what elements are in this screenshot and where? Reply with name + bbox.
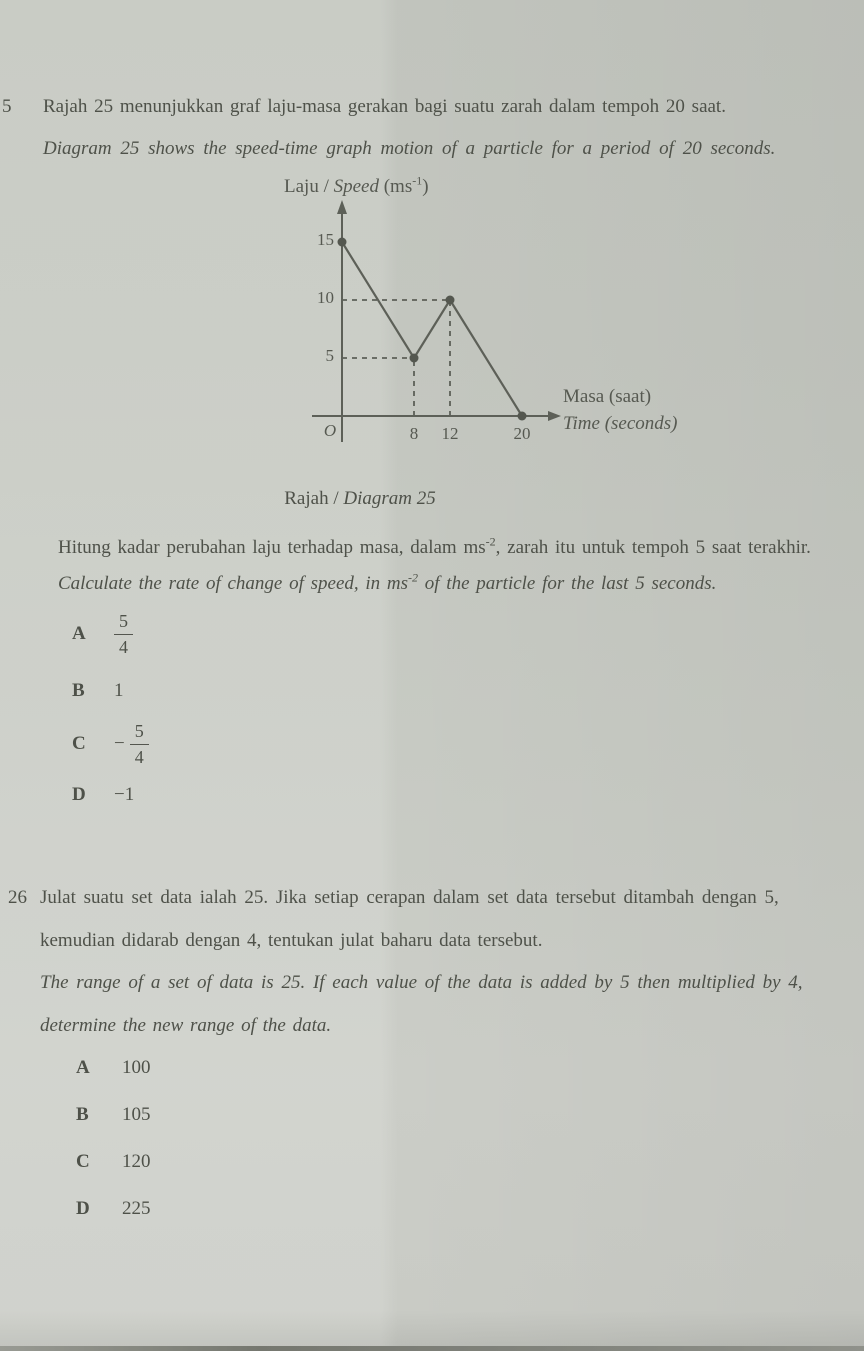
option-value: 1 <box>114 680 124 701</box>
x-tick-label: 20 <box>513 424 531 443</box>
option-letter: C <box>76 1151 90 1172</box>
option-value-fraction <box>114 611 133 657</box>
superscript: -2 <box>485 534 496 549</box>
option-value: 105 <box>122 1104 151 1125</box>
option-letter: D <box>72 784 86 805</box>
option-value: −1 <box>114 784 135 805</box>
option-letter: B <box>72 680 85 701</box>
q26-number: 26 <box>8 887 27 908</box>
q25-option-b <box>72 680 124 702</box>
y-tick-label: 15 <box>317 230 334 249</box>
y-axis-unit-close: ) <box>422 176 429 197</box>
q25-option-c <box>72 718 149 770</box>
q26-option-c <box>76 1151 151 1173</box>
chart-x-axis-label-malay: Masa (saat) <box>563 386 652 407</box>
q25-text-malay: Rajah 25 menunjukkan graf laju-masa gerakan bagi suatu zarah dalam tempoh 20 saat. <box>43 96 726 117</box>
superscript: -2 <box>408 570 419 585</box>
option-letter: C <box>72 733 86 754</box>
q26-text-english-line1: The range of a set of data is 25. If each value of the data is added by 5 then multiplied by 4, <box>40 972 803 993</box>
prompt-en-a: Calculate the rate of change of speed, in ms <box>58 573 409 594</box>
q25-prompt-english <box>58 572 716 596</box>
q25-option-d <box>72 784 134 806</box>
option-value-fraction <box>130 721 149 767</box>
chart-y-axis-title <box>284 173 429 198</box>
q25-text-english: Diagram 25 shows the speed-time graph motion of a particle for a period of 20 seconds. <box>43 138 776 159</box>
q25-number: 5 <box>2 96 12 117</box>
photo-bottom-edge <box>0 1346 864 1351</box>
option-value: 120 <box>122 1151 151 1172</box>
fraction-numerator: 5 <box>130 721 149 745</box>
origin-label: O <box>323 421 337 440</box>
prompt-en-b: of the particle for the last 5 seconds. <box>418 573 717 594</box>
prompt-ms-a: Hitung kadar perubahan laju terhadap masa, dalam ms <box>58 537 486 558</box>
q26-text-malay-line1: Julat suatu set data ialah 25. Jika setiap cerapan dalam set data tersebut ditambah dengan 5, <box>40 887 779 908</box>
fraction-denominator: 4 <box>134 746 144 767</box>
y-tick-label: 5 <box>325 346 334 365</box>
superscript: -1 <box>412 173 423 188</box>
q26-text-english-line2: determine the new range of the data. <box>40 1015 332 1036</box>
option-letter: A <box>72 623 86 644</box>
y-axis-title-english: Speed <box>333 176 379 197</box>
caption-english: Diagram 25 <box>343 488 436 509</box>
caption-malay: Rajah / <box>284 488 344 509</box>
option-value: 100 <box>122 1057 151 1078</box>
option-letter: A <box>76 1057 90 1078</box>
prompt-ms-b: , zarah itu untuk tempoh 5 saat terakhir. <box>495 537 811 558</box>
option-letter: D <box>76 1198 90 1219</box>
x-tick-label: 12 <box>441 424 459 443</box>
q26-text-malay-line2: kemudian didarab dengan 4, tentukan julat baharu data tersebut. <box>40 930 543 951</box>
fraction-numerator: 5 <box>114 611 133 635</box>
y-axis-unit: (ms <box>378 176 413 197</box>
option-value: 225 <box>122 1198 151 1219</box>
q26-option-b <box>76 1104 151 1126</box>
minus-sign: − <box>114 733 125 754</box>
diagram-caption <box>230 487 490 511</box>
q25-option-a <box>72 608 133 660</box>
chart-x-axis-label-english: Time (seconds) <box>563 413 678 434</box>
x-tick-label: 8 <box>409 424 419 443</box>
y-axis-title-malay: Laju / <box>284 176 334 197</box>
q26-option-d <box>76 1198 151 1220</box>
q26-option-a <box>76 1057 151 1079</box>
option-letter: B <box>76 1104 89 1125</box>
y-tick-label: 10 <box>317 288 334 307</box>
chart-label-layer <box>230 168 710 468</box>
fraction-denominator: 4 <box>119 636 128 657</box>
q25-prompt-malay <box>58 536 811 560</box>
speed-time-chart <box>230 168 710 468</box>
